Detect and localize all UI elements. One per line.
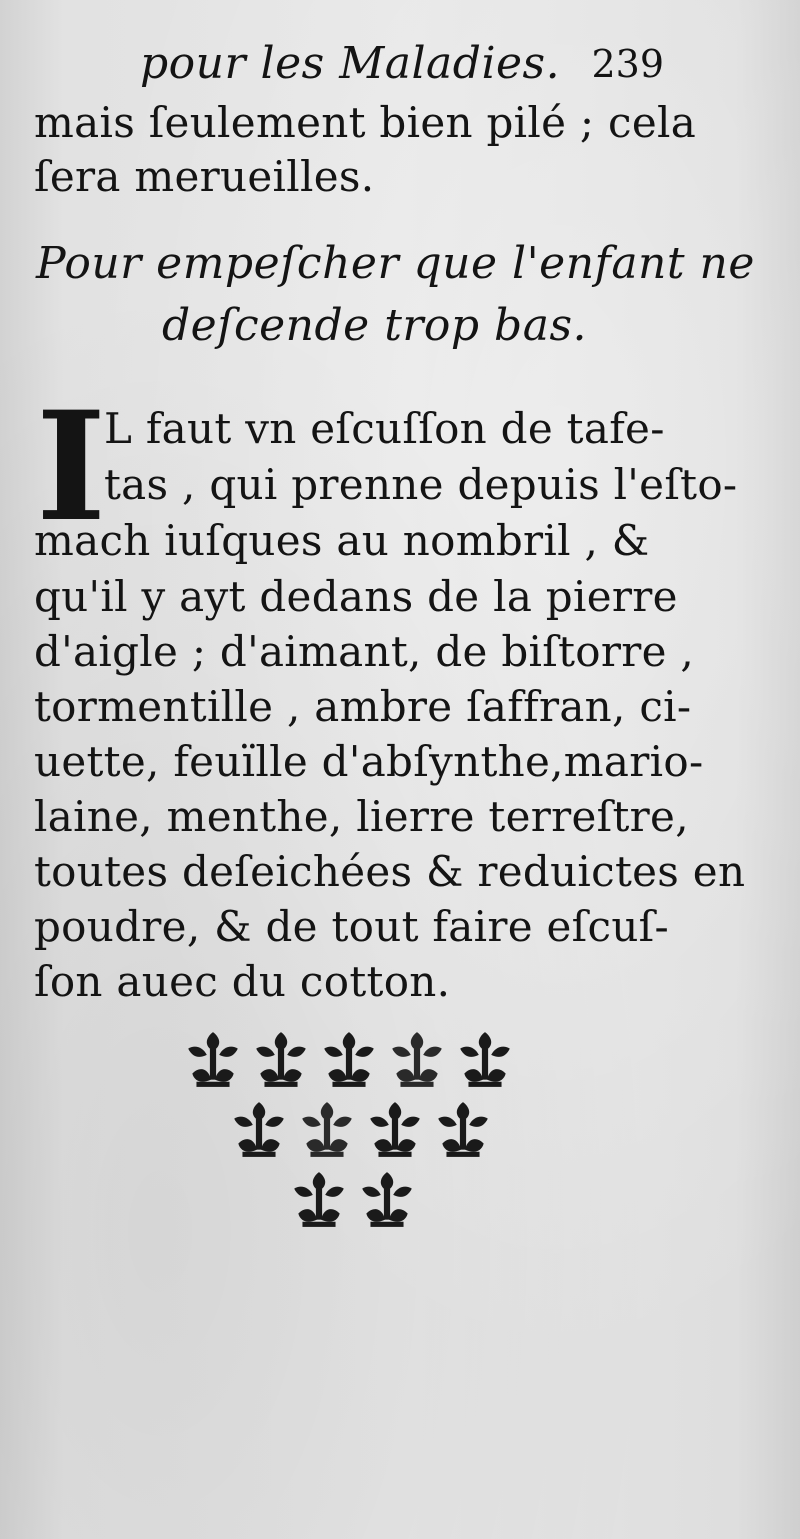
paragraph-line: mach iuſques au nombril , & xyxy=(34,516,650,565)
fleuron-icon xyxy=(364,1098,426,1160)
printers-ornament-fleuron xyxy=(0,1020,800,1240)
paragraph-line: L faut vn eſcuſſon de tafe- xyxy=(104,404,665,453)
fleuron-icon xyxy=(356,1168,418,1230)
paragraph-line: uette, feuïlle d'abſynthe,mario- xyxy=(34,737,704,786)
fleuron-icon xyxy=(454,1028,516,1090)
page-number: 239 xyxy=(591,42,664,86)
paragraph-line: laine, menthe, lierre terreſtre, xyxy=(34,792,689,841)
paragraph-line: d'aigle ; d'aimant, de biſtorre , xyxy=(34,627,695,676)
fleuron-icon xyxy=(182,1028,244,1090)
continuation-line: ſera merueilles. xyxy=(34,152,375,201)
fleuron-icon xyxy=(386,1028,448,1090)
paragraph-line: qu'il y ayt dedans de la pierre xyxy=(34,572,678,621)
fleuron-icon xyxy=(318,1028,380,1090)
ornament-row xyxy=(182,1028,516,1090)
paragraph-line: ſon auec du cotton. xyxy=(34,957,451,1006)
ornament-row xyxy=(288,1168,418,1230)
fleuron-icon xyxy=(228,1098,290,1160)
page-header xyxy=(140,38,670,88)
fleuron-icon xyxy=(296,1098,358,1160)
paragraph-line: tas , qui prenne depuis l'eſto- xyxy=(104,460,738,509)
fleuron-icon xyxy=(250,1028,312,1090)
drop-cap: I xyxy=(36,379,107,555)
paragraph-line: toutes deſeichées & reduictes en xyxy=(34,847,746,896)
running-title: pour les Maladies. xyxy=(140,38,561,89)
paragraph-line: poudre, & de tout faire eſcuſ- xyxy=(34,902,670,951)
fleuron-icon xyxy=(288,1168,350,1230)
fleuron-icon xyxy=(432,1098,494,1160)
section-heading-line: Pour empeſcher que l'enfant ne xyxy=(36,238,755,289)
ornament-row xyxy=(228,1098,494,1160)
continuation-line: mais ſeulement bien pilé ; cela xyxy=(34,98,697,147)
section-heading-line: deſcende trop bas. xyxy=(162,300,588,351)
paragraph-line: tormentille , ambre ſaffran, ci- xyxy=(34,682,692,731)
